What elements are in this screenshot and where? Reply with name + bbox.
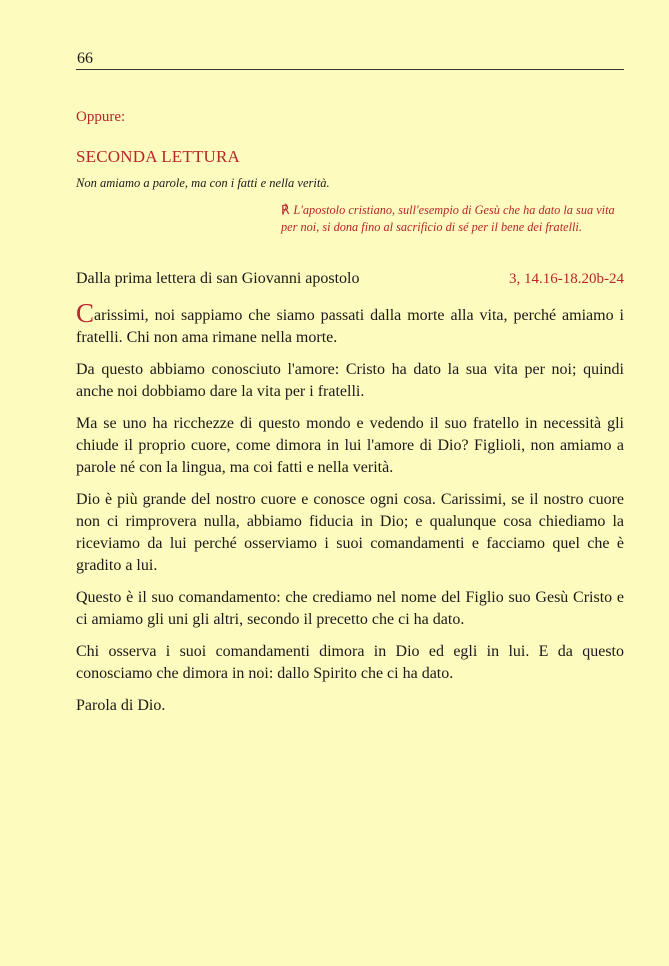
- page-number: 66: [77, 50, 93, 67]
- reading-source: Dalla prima lettera di san Giovanni apostolo: [76, 270, 360, 287]
- paragraph-2: Da questo abbiamo conosciuto l'amore: Cristo ha dato la sua vita per noi; quindi anche noi dobbiamo dare la vita per i fratelli.: [76, 361, 624, 400]
- paragraph-6: Chi osserva i suoi comandamenti dimora in Dio ed egli in lui. E da questo conosciamo che dimora in noi: dallo Spirito che ci ha dato.: [76, 643, 624, 682]
- paragraph-1-text: arissimi, noi sappiamo che siamo passati dalla morte alla vita, perché amiamo i fratelli. Chi non ama rimane nella morte.: [76, 307, 624, 346]
- summary-text: L'apostolo cristiano, sull'esempio di Gesù che ha dato la sua vita per noi, si dona fino al sacrificio di sé per il bene dei fratelli.: [281, 203, 615, 234]
- response-symbol-icon: ℟: [281, 203, 290, 217]
- paragraph-1: [76, 298, 624, 349]
- alternative-label: Oppure:: [76, 109, 126, 125]
- scripture-reference: 3, 14.16-18.20b-24: [509, 271, 624, 287]
- header-rule: [76, 69, 624, 70]
- reading-subtitle: Non amiamo a parole, ma con i fatti e nella verità.: [76, 176, 330, 190]
- drop-cap-initial: C: [76, 298, 95, 328]
- paragraph-5: Questo è il suo comandamento: che crediamo nel nome del Figlio suo Gesù Cristo e ci amiamo gli uni gli altri, secondo il precetto che ci ha dato.: [76, 589, 624, 628]
- paragraph-4: Dio è più grande del nostro cuore e conosce ogni cosa. Carissimi, se il nostro cuore non ci rimprovera nulla, abbiamo fiducia in Dio; e qualunque cosa chiediamo la riceviamo da lui perché osserviamo i suoi comandamenti e facciamo quel che è gradito a lui.: [76, 491, 624, 574]
- reading-body: [76, 298, 624, 727]
- paragraph-3: Ma se uno ha ricchezze di questo mondo e vedendo il suo fratello in necessità gli chiude il proprio cuore, come dimora in lui l'amore di Dio? Figlioli, non amiamo a parole né con la lingua, ma coi fatti e nella verità.: [76, 415, 624, 476]
- page-header: [76, 50, 624, 70]
- closing-acclamation: Parola di Dio.: [76, 697, 166, 714]
- reading-summary: [281, 202, 624, 236]
- section-title: SECONDA LETTURA: [76, 147, 241, 166]
